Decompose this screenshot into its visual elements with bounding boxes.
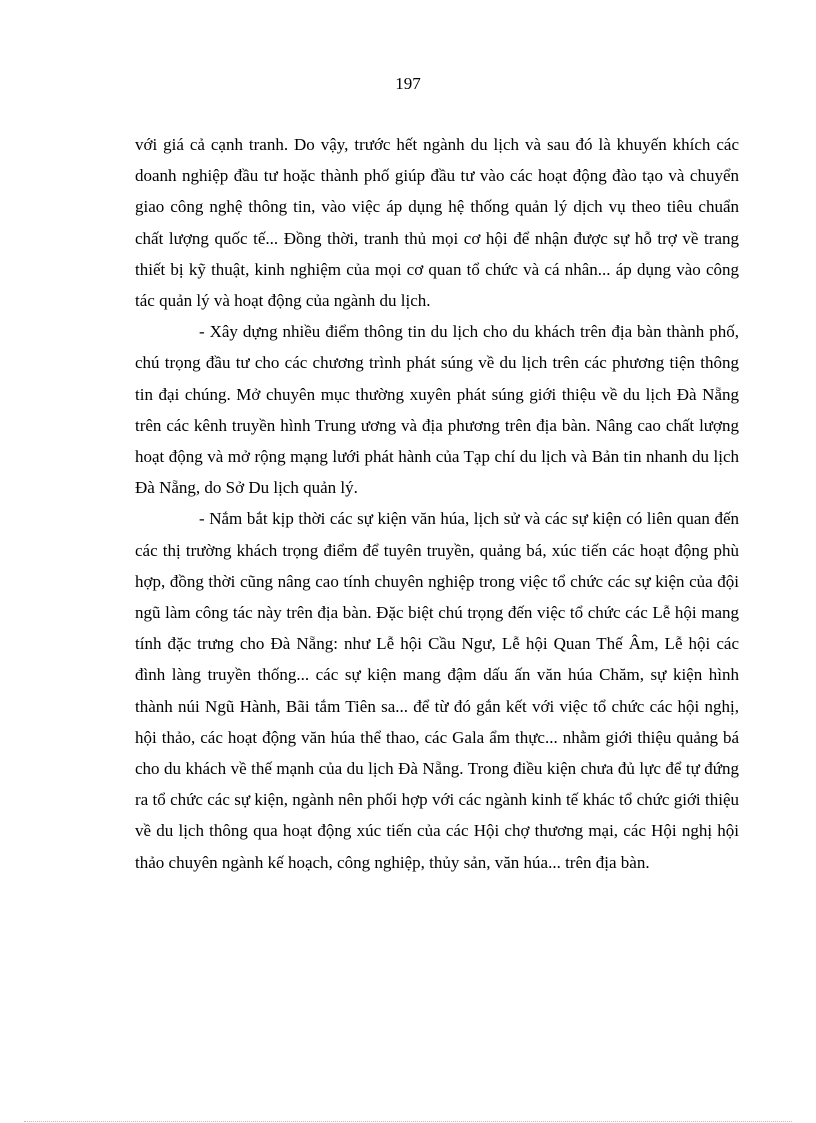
paragraph-continuation: với giá cả cạnh tranh. Do vậy, trước hết ngành du lịch và sau đó là khuyến khích các doanh nghiệp đầu tư hoặc thành phố giúp đầu tư vào các hoạt động đào tạo và chuyển giao công nghệ thông tin, vào việc áp dụng hệ thống quản lý dịch vụ theo tiêu chuẩn chất lượng quốc tế... Đồng thời, tranh thủ mọi cơ hội để nhận được sự hỗ trợ về trang thiết bị kỹ thuật, kinh nghiệm của mọi cơ quan tổ chức và cá nhân... áp dụng vào công tác quản lý và hoạt động của ngành du lịch. bbox=[135, 135, 739, 311]
footer-dotted-rule bbox=[24, 1121, 792, 1122]
page-number: 197 bbox=[395, 74, 421, 93]
document-body bbox=[135, 129, 739, 878]
paragraph-information-points: - Xây dựng nhiều điểm thông tin du lịch cho du khách trên địa bàn thành phố, chú trọng đầu tư cho các chương trình phát súng về du lịch trên các phương tiện thông tin đại chúng. Mở chuyên mục thường xuyên phát súng giới thiệu về du lịch Đà Nẵng trên các kênh truyền hình Trung ương và địa phương trên địa bàn. Nâng cao chất lượng hoạt động và mở rộng mạng lưới phát hành của Tạp chí du lịch và Bản tin nhanh du lịch Đà Nẵng, do Sở Du lịch quản lý. bbox=[135, 322, 739, 498]
paragraph-events-promotion: - Nắm bắt kịp thời các sự kiện văn húa, lịch sử và các sự kiện có liên quan đến các thị trường khách trọng điểm để tuyên truyền, quảng bá, xúc tiến các hoạt động phù hợp, đồng thời cũng nâng cao tính chuyên nghiệp trong việc tổ chức các sự kiện của đội ngũ làm công tác này trên địa bàn. Đặc biệt chú trọng đến việc tổ chức các Lễ hội mang tính đặc trưng cho Đà Nẵng: như Lễ hội Cầu Ngư, Lễ hội Quan Thế Âm, Lễ hội các đình làng truyền thống... các sự kiện mang đậm dấu ấn văn húa Chăm, sự kiện hình thành núi Ngũ Hành, Bãi tắm Tiên sa... để từ đó gắn kết với việc tổ chức các hội nghị, hội thảo, các hoạt động văn húa thể thao, các Gala ẩm thực... nhằm giới thiệu quảng bá cho du khách về thế mạnh của du lịch Đà Nẵng. Trong điều kiện chưa đủ lực để tự đứng ra tổ chức các sự kiện, ngành nên phối hợp với các ngành kinh tế khác tổ chức giới thiệu về du lịch thông qua hoạt động xúc tiến của các Hội chợ thương mại, các Hội nghị hội thảo chuyên ngành kế hoạch, công nghiệp, thủy sản, văn húa... trên địa bàn. bbox=[135, 509, 739, 872]
